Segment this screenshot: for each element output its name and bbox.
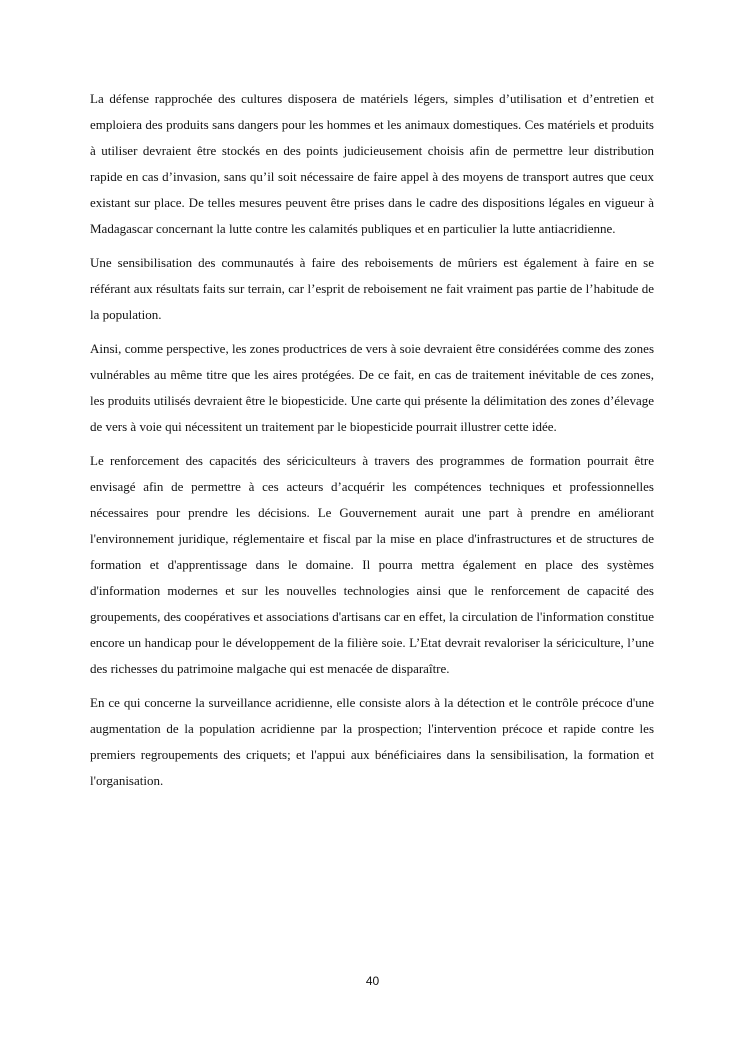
paragraph-2: Une sensibilisation des communautés à faire des reboisements de mûriers est également à faire en se référant aux résultats faits sur terrain, car l’esprit de reboisement ne fait vraiment pas partie de l’habitude de la population.: [90, 255, 654, 322]
paragraph-1: La défense rapprochée des cultures disposera de matériels légers, simples d’utilisation et d’entretien et emploiera des produits sans dangers pour les hommes et les animaux domestiques. Ces matériels et produits à utiliser devraient être stockés en des points judicieusement choisis afin de permettre leur distribution rapide en cas d’invasion, sans qu’il soit nécessaire de faire appel à des moyens de transport autres que ceux existant sur place. De telles mesures peuvent être prises dans le cadre des dispositions légales en vigueur à Madagascar concernant la lutte contre les calamités publiques et en particulier la lutte antiacridienne.: [90, 91, 654, 236]
paragraph-5: En ce qui concerne la surveillance acridienne, elle consiste alors à la détection et le contrôle précoce d'une augmentation de la population acridienne par la prospection; l'intervention précoce et rapide contre les premiers regroupements des criquets; et l'appui aux bénéficiaires dans la sensibilisation, la formation et l'organisation.: [90, 695, 654, 788]
paragraph-4: Le renforcement des capacités des sériciculteurs à travers des programmes de formation pourrait être envisagé afin de permettre à ces acteurs d’acquérir les compétences techniques et professionnelles nécessaires pour prendre les décisions. Le Gouvernement aurait une part à prendre en améliorant l'environnement juridique, réglementaire et fiscal par la mise en place d'infrastructures et de structures de formation et d'apprentissage dans le domaine. Il pourra mettra également en place des systèmes d'information modernes et sur les nouvelles technologies ainsi que le renforcement de capacité des groupements, des coopératives et associations d'artisans car en effet, la circulation de l'information constitue encore un handicap pour le développement de la filière soie. L’Etat devrait revaloriser la sériciculture, l’une des richesses du patrimoine malgache qui est menacée de disparaître.: [90, 453, 654, 676]
page-number: 40: [365, 974, 380, 988]
body-text: [90, 86, 654, 802]
paragraph-3: Ainsi, comme perspective, les zones productrices de vers à soie devraient être considérées comme des zones vulnérables au même titre que les aires protégées. De ce fait, en cas de traitement inévitable de ces zones, les produits utilisés devraient être le biopesticide. Une carte qui présente la délimitation des zones d’élevage de vers à voie qui nécessitent un traitement par le biopesticide pourrait illustrer cette idée.: [90, 341, 654, 434]
